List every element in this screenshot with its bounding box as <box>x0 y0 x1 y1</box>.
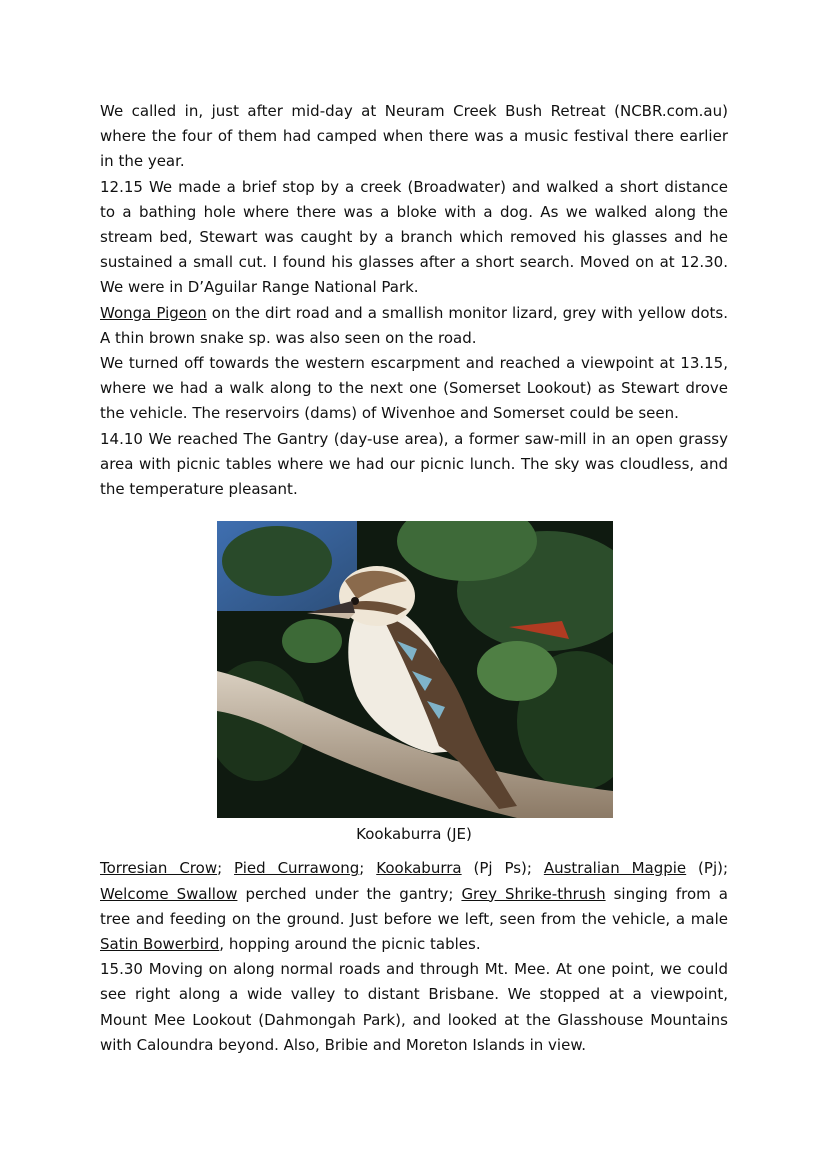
species-grey-shrike-thrush: Grey Shrike-thrush <box>461 884 606 903</box>
bird-list-text: (Pj Ps); <box>461 859 544 878</box>
bird-list-text: (Pj); <box>686 859 729 878</box>
bird-list-text: perched under the gantry; <box>237 884 462 903</box>
species-satin-bowerbird: Satin Bowerbird <box>100 935 220 954</box>
bird-list-text: singing from a tree and feeding on the ground. Just before we left, seen from the vehicle, a male <box>100 884 728 928</box>
species-australian-magpie: Australian Magpie <box>543 859 687 878</box>
paragraph-wonga-pigeon <box>100 301 728 351</box>
species-torresian-crow: Torresian Crow <box>100 859 218 878</box>
species-wonga-pigeon: Wonga Pigeon <box>100 303 207 322</box>
paragraph-bird-list <box>100 856 728 957</box>
bird-list-text: ; <box>217 859 235 878</box>
bird-list-text: ; <box>359 859 377 878</box>
paragraph-gantry: 14.10 We reached The Gantry (day-use area), a former saw-mill in an open grassy area with picnic tables where we had our picnic lunch. The sky was cloudless, and the temperature pleasant. <box>100 429 728 499</box>
species-pied-currawong: Pied Currawong <box>234 859 360 878</box>
document-page <box>100 99 728 1058</box>
species-kookaburra: Kookaburra <box>376 859 462 878</box>
paragraph-broadwater: 12.15 We made a brief stop by a creek (Broadwater) and walked a short distance to a bathing hole where there was a bloke with a dog. As we walked along the stream bed, Stewart was caught by a branch which removed his glasses and he sustained a small cut. I found his glasses after a short search. Moved on at 12.30. We were in D’Aguilar Range National Park. <box>100 177 728 297</box>
kookaburra-illustration <box>217 521 613 818</box>
species-welcome-swallow: Welcome Swallow <box>100 884 238 903</box>
wonga-text: on the dirt road and a smallish monitor lizard, grey with yellow dots. A thin brown snake sp. was also seen on the road. <box>100 303 729 347</box>
paragraph-escarpment: We turned off towards the western escarpment and reached a viewpoint at 13.15, where we had a walk along to the next one (Somerset Lookout) as Stewart drove the vehicle. The reservoirs (dams) of Wivenhoe and Somerset could be seen. <box>100 354 728 423</box>
paragraph-neuram-creek: We called in, just after mid-day at Neuram Creek Bush Retreat (NCBR.com.au) where the four of them had camped when there was a music festival there earlier in the year. <box>100 102 728 171</box>
kookaburra-photo <box>217 521 613 818</box>
bird-list-text: , hopping around the picnic tables. <box>219 935 481 954</box>
photo-caption: Kookaburra (JE) <box>356 825 472 844</box>
paragraph-mount-mee: 15.30 Moving on along normal roads and through Mt. Mee. At one point, we could see right along a wide valley to distant Brisbane. We stopped at a viewpoint, Mount Mee Lookout (Dahmongah Park), and looked at the Glasshouse Mountains with Caloundra beyond. Also, Bribie and Moreton Islands in view. <box>100 960 728 1054</box>
